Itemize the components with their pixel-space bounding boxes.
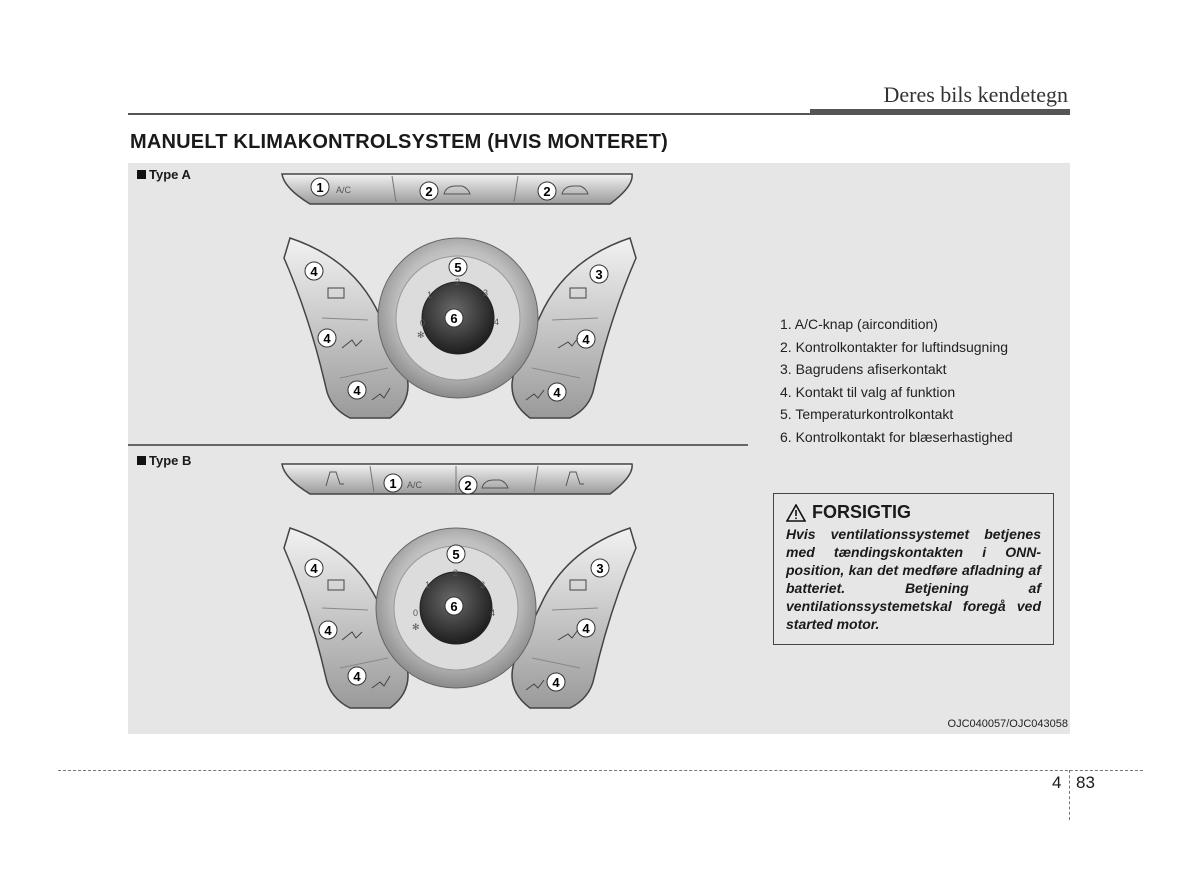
section-title: MANUELT KLIMAKONTROLSYSTEM (HVIS MONTERET) xyxy=(130,131,668,153)
legend-item: 3. Bagrudens afiserkontakt xyxy=(780,361,947,378)
svg-text:4: 4 xyxy=(490,608,496,618)
svg-text:6: 6 xyxy=(450,311,458,326)
legend-item: 6. Kontrolkontakt for blæserhastighed xyxy=(780,428,1013,445)
ac-button-label[interactable]: A/C xyxy=(336,185,352,195)
caution-text: Hvis ventilationssystemet betjenes med tændingskontakten i ONN-position, kan det medføre afladning af batteriet. Betjening af ventilationssystemetskal foregå ved started motor. xyxy=(786,526,1041,632)
svg-text:1: 1 xyxy=(316,180,324,195)
svg-text:4: 4 xyxy=(353,669,361,684)
ac-button-label-b[interactable]: A/C xyxy=(407,480,423,490)
svg-text:1: 1 xyxy=(389,476,397,491)
caution-box xyxy=(773,493,1054,645)
legend-list xyxy=(780,313,1013,449)
svg-text:4: 4 xyxy=(494,317,500,327)
svg-text:4: 4 xyxy=(553,385,561,400)
page-chapter: 4 xyxy=(1052,773,1062,792)
svg-text:4: 4 xyxy=(582,621,590,636)
header-title: Deres bils kendetegn xyxy=(883,82,1068,107)
svg-text:2: 2 xyxy=(543,184,551,199)
caution-heading xyxy=(786,502,1041,523)
svg-text:6: 6 xyxy=(450,599,458,614)
svg-text:2: 2 xyxy=(455,277,461,287)
svg-text:4: 4 xyxy=(353,383,361,398)
svg-text:2: 2 xyxy=(453,568,459,578)
svg-text:4: 4 xyxy=(552,675,560,690)
legend-item: 4. Kontakt til valg af funktion xyxy=(780,383,956,400)
type-b-control-panel xyxy=(270,458,640,720)
figure-id: OJC040057/OJC043058 xyxy=(947,718,1068,730)
type-a-control-panel xyxy=(270,168,640,430)
svg-text:4: 4 xyxy=(323,331,331,346)
warning-triangle-icon xyxy=(786,504,806,522)
svg-text:2: 2 xyxy=(425,184,433,199)
top-button-bar-b[interactable] xyxy=(282,464,632,494)
svg-text:4: 4 xyxy=(324,623,332,638)
svg-text:1: 1 xyxy=(425,580,431,590)
fan-icon: ✻ xyxy=(417,330,425,340)
svg-text:5: 5 xyxy=(454,260,462,275)
svg-text:5: 5 xyxy=(452,547,460,562)
legend-item: 5. Temperaturkontrolkontakt xyxy=(780,406,954,423)
svg-text:3: 3 xyxy=(480,580,486,590)
svg-text:0: 0 xyxy=(420,318,426,328)
top-button-bar[interactable] xyxy=(282,174,632,204)
bullet-square-icon xyxy=(137,456,146,465)
svg-text:0: 0 xyxy=(413,608,419,618)
footer-divider xyxy=(1069,770,1070,820)
svg-text:1: 1 xyxy=(427,290,433,300)
bullet-square-icon xyxy=(137,170,146,179)
header-rule xyxy=(128,113,810,115)
svg-text:3: 3 xyxy=(596,561,604,576)
legend-item: 2. Kontrolkontakter for luftindsugning xyxy=(780,338,1009,355)
type-separator xyxy=(128,444,748,446)
footer-rule xyxy=(58,770,1143,771)
type-b-label: Type B xyxy=(137,453,191,468)
svg-text:3: 3 xyxy=(595,267,603,282)
legend-item: 1. A/C-knap (aircondition) xyxy=(780,316,938,332)
caution-title: FORSIGTIG xyxy=(812,502,911,522)
svg-text:4: 4 xyxy=(582,332,590,347)
page-number: 83 xyxy=(1076,773,1095,792)
header-rule-thick xyxy=(810,109,1070,115)
svg-text:3: 3 xyxy=(483,288,489,298)
svg-text:4: 4 xyxy=(310,561,318,576)
svg-text:4: 4 xyxy=(310,264,318,279)
type-a-label: Type A xyxy=(137,167,191,182)
svg-text:2: 2 xyxy=(464,478,472,493)
fan-icon-b: ✻ xyxy=(412,622,420,632)
